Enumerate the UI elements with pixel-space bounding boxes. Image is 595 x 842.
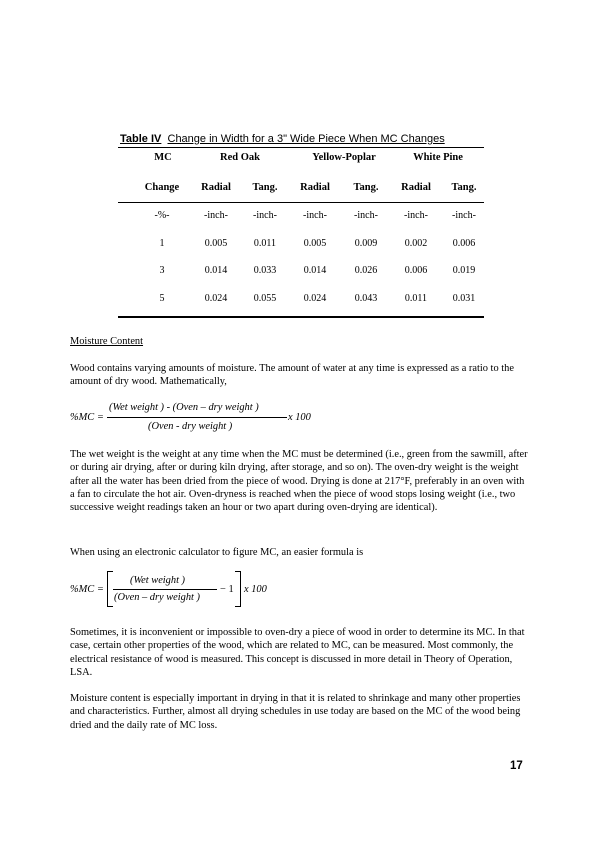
table-cell: -inch-: [204, 210, 228, 221]
table-cell: -inch-: [354, 210, 378, 221]
formula-suffix: x 100: [244, 584, 267, 595]
table-cell: 0.005: [204, 238, 228, 249]
table-cell: 0.011: [253, 238, 277, 249]
table-cell: 0.055: [253, 293, 277, 304]
formula-numerator: (Wet weight ): [130, 575, 186, 586]
header-mc: MC: [154, 152, 172, 163]
column-header: Change: [144, 182, 180, 193]
column-header: Radial: [401, 182, 431, 193]
table-cell: 0.011: [404, 293, 428, 304]
table-cell: 0.006: [404, 265, 428, 276]
table-header-rule: [118, 202, 484, 203]
header-white-pine: White Pine: [413, 152, 463, 163]
table-cell: 0.002: [404, 238, 428, 249]
table-top-rule: [118, 147, 484, 148]
column-header: Radial: [201, 182, 231, 193]
table-cell: 0.009: [354, 238, 378, 249]
table-cell: 0.024: [204, 293, 228, 304]
column-header: Tang.: [353, 182, 379, 193]
formula-minus-one: − 1: [220, 584, 234, 595]
fraction-bar: [107, 417, 287, 418]
table-cell: -inch-: [452, 210, 476, 221]
table-cell: 0.005: [303, 238, 327, 249]
paragraph-intro: Wood contains varying amounts of moisture. The amount of water at any time is expressed as a ratio to the amount of dry wood. Mathematically,: [70, 363, 514, 388]
column-header: Tang.: [451, 182, 477, 193]
header-red-oak: Red Oak: [220, 152, 260, 163]
formula-lhs: %MC =: [70, 584, 104, 595]
formula-denominator: (Oven – dry weight ): [114, 592, 200, 603]
paragraph-importance: Moisture content is especially important in drying in that it is related to shrinkage and many other properties and characteristics. Further, almost all drying schedules in use today are based on the MC of the wood being dried and the daily rate of MC loss.: [70, 693, 521, 731]
table-cell: 0.024: [303, 293, 327, 304]
table-cell: -%-: [154, 210, 170, 221]
column-header: Radial: [300, 182, 330, 193]
column-header: Tang.: [252, 182, 278, 193]
table-cell: 1: [159, 238, 165, 249]
section-heading: Moisture Content: [70, 336, 144, 347]
formula-denominator: (Oven - dry weight ): [148, 421, 233, 432]
page-number: 17: [510, 760, 523, 772]
table-cell: 5: [159, 293, 165, 304]
table-caption-text: Change in Width for a 3" Wide Piece When MC Changes: [167, 133, 445, 145]
table-cell: 0.043: [354, 293, 378, 304]
table-bottom-rule: [118, 316, 484, 318]
table-cell: 3: [159, 265, 165, 276]
formula-numerator: (Wet weight ) - (Oven – dry weight ): [109, 402, 259, 413]
formula-suffix: x 100: [288, 412, 311, 423]
right-bracket: [235, 571, 241, 607]
table-cell: 0.033: [253, 265, 277, 276]
table-cell: 0.019: [452, 265, 476, 276]
table-cell: -inch-: [404, 210, 428, 221]
table-cell: 0.031: [452, 293, 476, 304]
table-caption: [120, 133, 445, 145]
table-cell: 0.006: [452, 238, 476, 249]
table-cell: 0.014: [303, 265, 327, 276]
table-caption-label: Table IV: [120, 133, 162, 145]
paragraph-definitions: The wet weight is the weight at any time when the MC must be determined (i.e., green from the sawmill, after or during air drying, after or during kiln drying, after storage, and so on). The oven-dry weight is the weight after all the water has been dried from the piece of wood. Drying is done at 217°F, preferably in an oven with a fan to circulate the hot air. Oven-dryness is reached when the piece of wood stops losing weight (i.e., two successive weight readings taken an hour or two apart during oven-drying are identical).: [70, 449, 528, 514]
table-cell: -inch-: [253, 210, 277, 221]
header-yellow-poplar: Yellow-Poplar: [312, 152, 376, 163]
paragraph-calculator: When using an electronic calculator to figure MC, an easier formula is: [70, 547, 364, 558]
table-cell: 0.026: [354, 265, 378, 276]
table-cell: -inch-: [303, 210, 327, 221]
fraction-bar: [113, 589, 217, 590]
formula-lhs: %MC =: [70, 412, 104, 423]
paragraph-alternatives: Sometimes, it is inconvenient or impossible to oven-dry a piece of wood in order to determine its MC. In that case, certain other properties of the wood, which are related to MC, can be measured. Most commonly, the electrical resistance of wood is measured. This concept is discussed in more detail in Theory of Operation, LSA.: [70, 627, 525, 678]
table-cell: 0.014: [204, 265, 228, 276]
